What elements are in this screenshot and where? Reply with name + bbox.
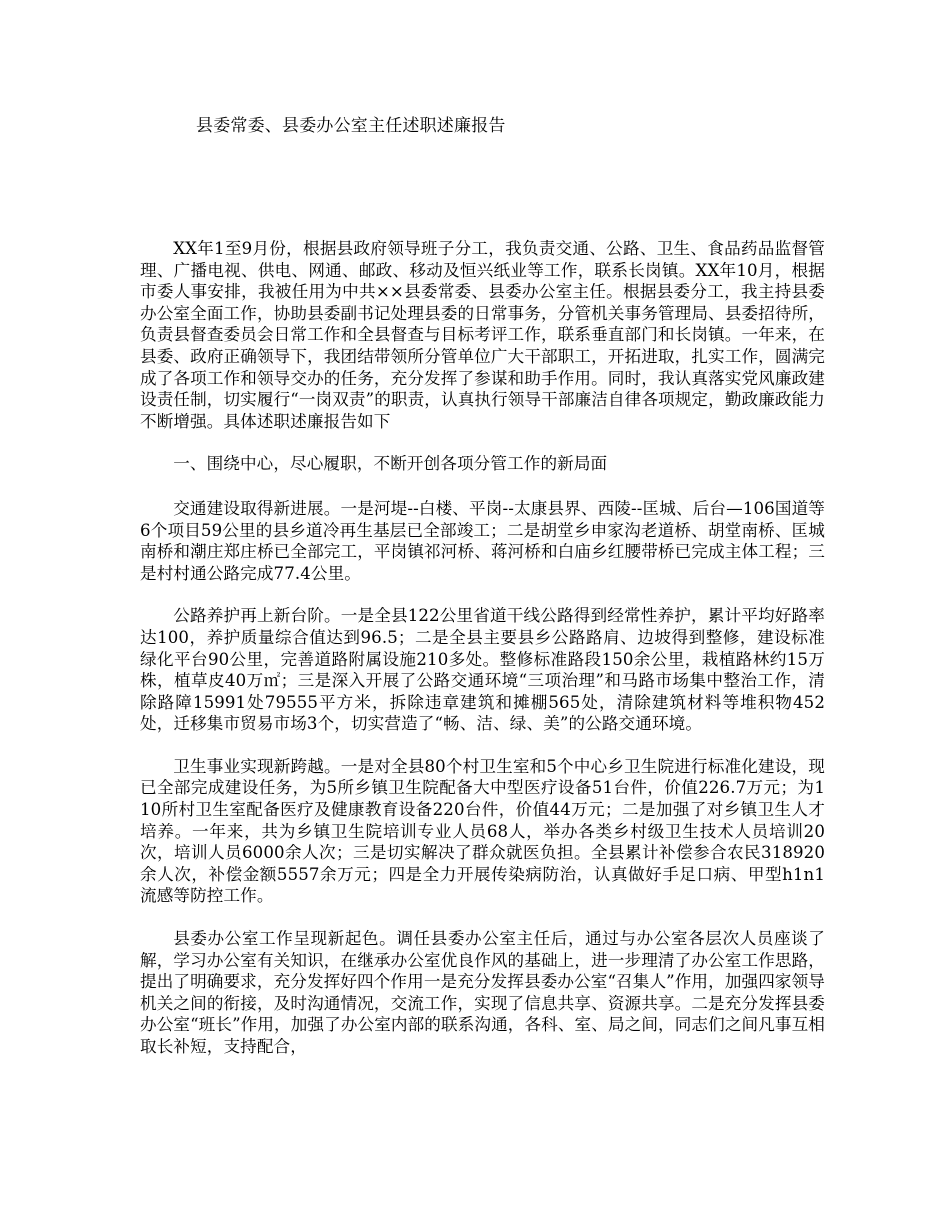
intro-paragraph: XX年1至9月份，根据县政府领导班子分工，我负责交通、公路、卫生、食品药品监督管理、广播电视、供电、网通、邮政、移动及恒兴纸业等工作，联系长岗镇。XX年10月，根据市委人事安排，我被任用为中共××县委常委、县委办公室主任。根据县委分工，我主持县委办公室全面工作，协助县委副书记处理县委的日常事务，分管机关事务管理局、县委招待所，负责县督查委员会日常工作和全县督查与目标考评工作，联系垂直部门和长岗镇。一年来，在县委、政府正确领导下，我团结带领所分管单位广大干部职工，开拓进取，扎实工作，圆满完成了各项工作和领导交办的任务，充分发挥了参谋和助手作用。同时，我认真落实党风廉政建设责任制，切实履行“一岗双责”的职责，认真执行领导干部廉洁自律各项规定，勤政廉政能力不断增强。具体述职述廉报告如下 <box>140 239 825 431</box>
document-body <box>140 238 825 1079</box>
health-paragraph: 卫生事业实现新跨越。一是对全县80个村卫生室和5个中心乡卫生院进行标准化建设，现已全部完成建设任务，为5所乡镇卫生院配备大中型医疗设备51台件，价值226.7万元；为110所村卫生室配备医疗及健康教育设备220台件，价值44万元；二是加强了对乡镇卫生人才培养。一年来，共为乡镇卫生院培训专业人员68人，举办各类乡村级卫生技术人员培训20次，培训人员6000余人次；三是切实解决了群众就医负担。全县累计补偿参合农民318920余人次，补偿金额5557余万元；四是全力开展传染病防治，认真做好手足口病、甲型h1n1流感等防控工作。 <box>140 756 825 906</box>
section-heading: 一、围绕中心，尽心履职，不断开创各项分管工作的新局面 <box>173 454 608 474</box>
office-work-paragraph: 县委办公室工作呈现新起色。调任县委办公室主任后，通过与办公室各层次人员座谈了解，学习办公室有关知识，在继承办公室优良作风的基础上，进一步理清了办公室工作思路，提出了明确要求，充分发挥好四个作用一是充分发挥县委办公室“召集人”作用，加强四家领导机关之间的衔接，及时沟通情况，交流工作，实现了信息共享、资源共享。二是充分发挥县委办公室“班长”作用，加强了办公室内部的联系沟通，各科、室、局之间，同志们之间凡事互相取长补短，支持配合， <box>140 929 825 1056</box>
document-title: 县委常委、县委办公室主任述职述廉报告 <box>196 116 506 136</box>
road-maintenance-paragraph: 公路养护再上新台阶。一是全县122公里省道干线公路得到经常性养护，累计平均好路率达100，养护质量综合值达到96.5；二是全县主要县乡公路路肩、边坡得到整修，建设标准绿化平台90公里，完善道路附属设施210多处。整修标准路段150余公里，栽植路林约15万株，植草皮40万㎡；三是深入开展了公路交通环境“三项治理”和马路市场集中整治工作，清除路障15991处79555平方米，拆除违章建筑和摊棚565处，清除建筑材料等堆积物452处，迁移集市贸易市场3个，切实营造了“畅、洁、绿、美”的公路交通环境。 <box>140 606 825 734</box>
transport-paragraph: 交通建设取得新进展。一是河堤--白楼、平岗--太康县界、西陵--匡城、后台—106国道等6个项目59公里的县乡道冷再生基层已全部竣工；二是胡堂乡申家沟老道桥、胡堂南桥、匡城南桥和潮庄郑庄桥已全部完工，平岗镇祁河桥、蒋河桥和白庙乡红腰带桥已完成主体工程；三是村村通公路完成77.4公里。 <box>140 498 825 583</box>
